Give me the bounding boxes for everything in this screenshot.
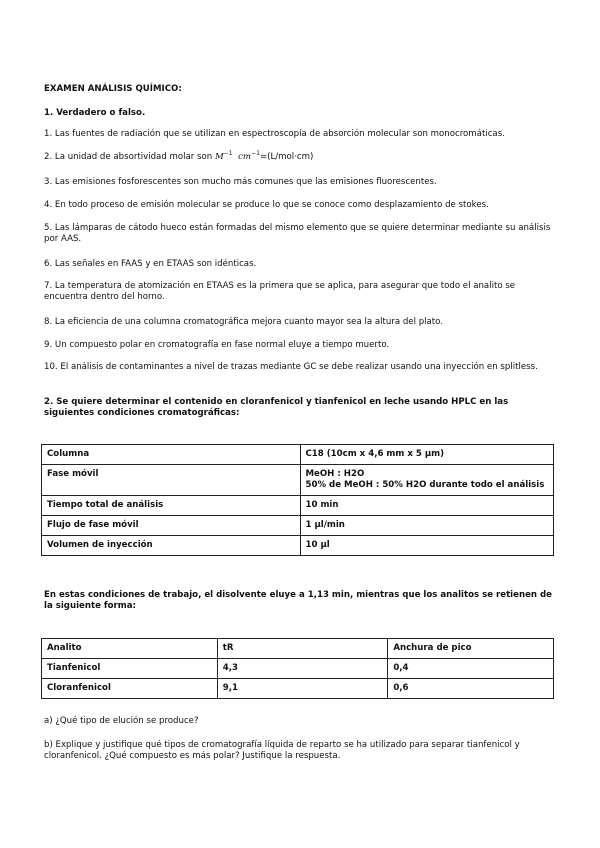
question-b: b) Explique y justifique qué tipos de cromatografía líquida de reparto se ha utilizado para separar tianfenicol y cloranfenicol. ¿Qué compuesto es más polar? Justifique la respuesta.	[44, 740, 520, 761]
condition-value: 10 μl	[300, 536, 554, 556]
question-2: 2. La unidad de absortividad molar son $M^{-1}$ $cm^{-1}=(L/mol\cdot cm)$	[44, 150, 314, 162]
exam-title: EXAMEN ANÁLISIS QUÍMICO:	[44, 84, 182, 94]
table-row	[42, 536, 554, 556]
condition-label: Fase móvil	[42, 465, 301, 496]
table-row	[42, 679, 554, 699]
table-row	[42, 516, 554, 536]
condition-value: C18 (10cm x 4,6 mm x 5 μm)	[300, 445, 554, 465]
condition-label: Tiempo total de análisis	[42, 496, 301, 516]
condition-value: MeOH : H2O 50% de MeOH : 50% H2O durante todo el análisis	[300, 465, 554, 496]
column-header: tR	[217, 639, 388, 659]
question-6: 6. Las señales en FAAS y en ETAAS son idénticas.	[44, 259, 257, 269]
condition-label: Flujo de fase móvil	[42, 516, 301, 536]
question-5: 5. Las lámparas de cátodo hueco están formadas del mismo elemento que se quiere determinar mediante su análisis por AAS.	[44, 223, 551, 244]
table-row	[42, 496, 554, 516]
section-2-heading: 2. Se quiere determinar el contenido en cloranfenicol y tianfenicol en leche usando HPLC en las siguientes condiciones cromatográficas:	[44, 397, 509, 418]
analytes-intro: En estas condiciones de trabajo, el disolvente eluye a 1,13 min, mientras que los analitos se retienen de la siguiente forma:	[44, 590, 552, 611]
analyte-name: Tianfenicol	[42, 659, 218, 679]
section-1-heading: 1. Verdadero o falso.	[44, 108, 146, 118]
question-10: 10. El análisis de contaminantes a nivel de trazas mediante GC se debe realizar usando una inyección en splitless.	[44, 362, 538, 372]
question-a: a) ¿Qué tipo de elución se produce?	[44, 716, 199, 726]
table-row	[42, 465, 554, 496]
analytes-table	[41, 638, 554, 699]
analyte-tr: 9,1	[217, 679, 388, 699]
question-8: 8. La eficiencia de una columna cromatográfica mejora cuanto mayor sea la altura del plato.	[44, 317, 444, 327]
column-header: Analito	[42, 639, 218, 659]
question-1: 1. Las fuentes de radiación que se utilizan en espectroscopía de absorción molecular son monocromáticas.	[44, 129, 505, 139]
analyte-width: 0,4	[388, 659, 554, 679]
condition-label: Volumen de inyección	[42, 536, 301, 556]
question-3: 3. Las emisiones fosforescentes son mucho más comunes que las emisiones fluorescentes.	[44, 177, 437, 187]
conditions-table	[41, 444, 554, 556]
condition-label: Columna	[42, 445, 301, 465]
question-4: 4. En todo proceso de emisión molecular se produce lo que se conoce como desplazamiento de stokes.	[44, 200, 489, 210]
table-row	[42, 659, 554, 679]
table-row	[42, 445, 554, 465]
condition-value: 1 μl/min	[300, 516, 554, 536]
question-9: 9. Un compuesto polar en cromatografía en fase normal eluye a tiempo muerto.	[44, 340, 390, 350]
question-7: 7. La temperatura de atomización en ETAAS es la primera que se aplica, para asegurar que todo el analito se encuentra dentro del horno.	[44, 281, 516, 302]
analyte-tr: 4,3	[217, 659, 388, 679]
condition-value: 10 min	[300, 496, 554, 516]
table-header-row	[42, 639, 554, 659]
analyte-name: Cloranfenicol	[42, 679, 218, 699]
column-header: Anchura de pico	[388, 639, 554, 659]
analyte-width: 0,6	[388, 679, 554, 699]
